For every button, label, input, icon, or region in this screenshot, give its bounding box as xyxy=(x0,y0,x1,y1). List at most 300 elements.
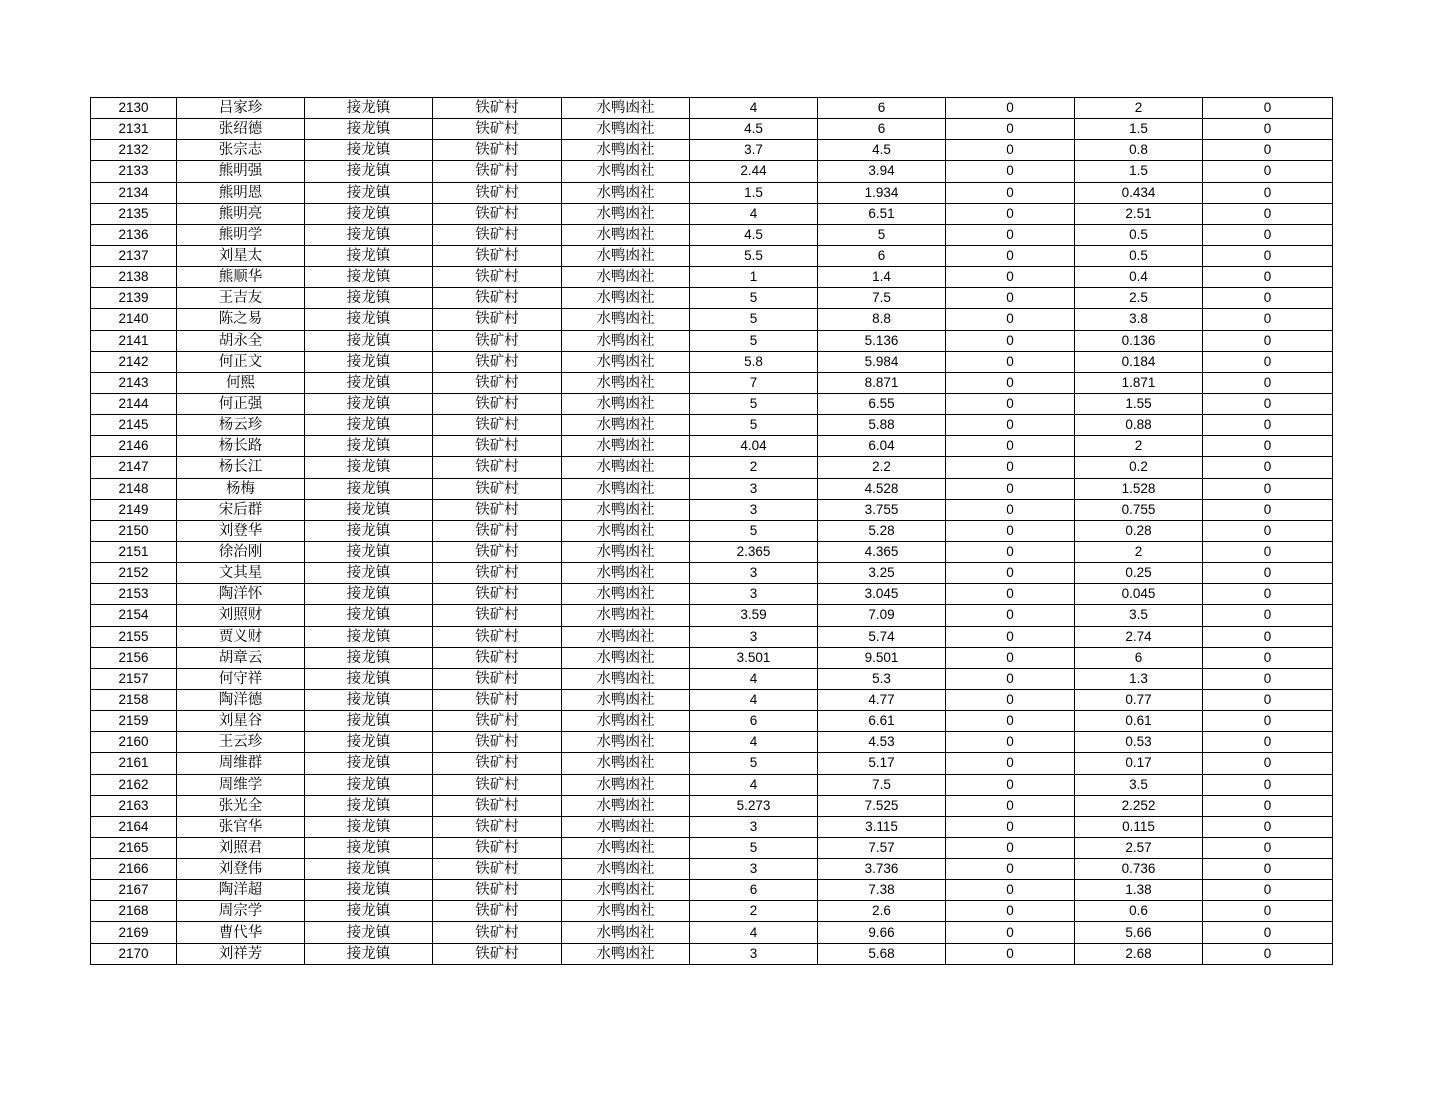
value-e-cell: 0 xyxy=(1203,668,1333,689)
village-cell: 铁矿村 xyxy=(433,880,562,901)
name-cell: 胡章云 xyxy=(177,647,305,668)
group-cell: 水鸭凼社 xyxy=(562,689,690,710)
town-cell: 接龙镇 xyxy=(305,330,433,351)
group-cell: 水鸭凼社 xyxy=(562,943,690,964)
table-row xyxy=(91,478,1333,499)
value-d-cell: 0.045 xyxy=(1075,584,1203,605)
value-c-cell: 0 xyxy=(946,943,1075,964)
value-b-cell: 7.5 xyxy=(818,288,946,309)
value-a-cell: 4.04 xyxy=(690,436,818,457)
village-cell: 铁矿村 xyxy=(433,224,562,245)
town-cell: 接龙镇 xyxy=(305,415,433,436)
table-row xyxy=(91,330,1333,351)
value-b-cell: 5.984 xyxy=(818,351,946,372)
village-cell: 铁矿村 xyxy=(433,245,562,266)
table-row xyxy=(91,119,1333,140)
value-e-cell: 0 xyxy=(1203,795,1333,816)
town-cell: 接龙镇 xyxy=(305,309,433,330)
value-b-cell: 6 xyxy=(818,245,946,266)
group-cell: 水鸭凼社 xyxy=(562,161,690,182)
village-cell: 铁矿村 xyxy=(433,816,562,837)
value-a-cell: 4 xyxy=(690,203,818,224)
value-c-cell: 0 xyxy=(946,711,1075,732)
row-number-cell: 2159 xyxy=(91,711,177,732)
value-b-cell: 6.04 xyxy=(818,436,946,457)
name-cell: 王云珍 xyxy=(177,732,305,753)
value-e-cell: 0 xyxy=(1203,457,1333,478)
value-e-cell: 0 xyxy=(1203,203,1333,224)
value-e-cell: 0 xyxy=(1203,224,1333,245)
name-cell: 胡永全 xyxy=(177,330,305,351)
value-d-cell: 1.38 xyxy=(1075,880,1203,901)
value-e-cell: 0 xyxy=(1203,584,1333,605)
value-e-cell: 0 xyxy=(1203,161,1333,182)
village-cell: 铁矿村 xyxy=(433,922,562,943)
value-a-cell: 2 xyxy=(690,901,818,922)
value-a-cell: 3.59 xyxy=(690,605,818,626)
group-cell: 水鸭凼社 xyxy=(562,182,690,203)
table-row xyxy=(91,267,1333,288)
table-row xyxy=(91,901,1333,922)
row-number-cell: 2138 xyxy=(91,267,177,288)
group-cell: 水鸭凼社 xyxy=(562,288,690,309)
value-a-cell: 3 xyxy=(690,816,818,837)
value-d-cell: 2 xyxy=(1075,541,1203,562)
group-cell: 水鸭凼社 xyxy=(562,224,690,245)
town-cell: 接龙镇 xyxy=(305,880,433,901)
village-cell: 铁矿村 xyxy=(433,795,562,816)
village-cell: 铁矿村 xyxy=(433,393,562,414)
group-cell: 水鸭凼社 xyxy=(562,901,690,922)
value-d-cell: 0.53 xyxy=(1075,732,1203,753)
value-c-cell: 0 xyxy=(946,605,1075,626)
name-cell: 周宗学 xyxy=(177,901,305,922)
value-c-cell: 0 xyxy=(946,541,1075,562)
value-a-cell: 1.5 xyxy=(690,182,818,203)
value-e-cell: 0 xyxy=(1203,922,1333,943)
value-a-cell: 2.44 xyxy=(690,161,818,182)
name-cell: 张绍德 xyxy=(177,119,305,140)
table-row xyxy=(91,436,1333,457)
group-cell: 水鸭凼社 xyxy=(562,795,690,816)
town-cell: 接龙镇 xyxy=(305,668,433,689)
value-d-cell: 0.61 xyxy=(1075,711,1203,732)
row-number-cell: 2136 xyxy=(91,224,177,245)
value-b-cell: 7.525 xyxy=(818,795,946,816)
value-a-cell: 3 xyxy=(690,478,818,499)
row-number-cell: 2130 xyxy=(91,98,177,119)
value-a-cell: 4 xyxy=(690,732,818,753)
table-row xyxy=(91,837,1333,858)
value-d-cell: 0.115 xyxy=(1075,816,1203,837)
value-d-cell: 0.77 xyxy=(1075,689,1203,710)
value-e-cell: 0 xyxy=(1203,605,1333,626)
town-cell: 接龙镇 xyxy=(305,457,433,478)
value-b-cell: 4.53 xyxy=(818,732,946,753)
value-c-cell: 0 xyxy=(946,837,1075,858)
row-number-cell: 2150 xyxy=(91,520,177,541)
value-b-cell: 5.74 xyxy=(818,626,946,647)
value-c-cell: 0 xyxy=(946,668,1075,689)
value-c-cell: 0 xyxy=(946,520,1075,541)
value-a-cell: 5.273 xyxy=(690,795,818,816)
row-number-cell: 2154 xyxy=(91,605,177,626)
value-a-cell: 5 xyxy=(690,753,818,774)
row-number-cell: 2166 xyxy=(91,859,177,880)
value-e-cell: 0 xyxy=(1203,753,1333,774)
village-cell: 铁矿村 xyxy=(433,520,562,541)
name-cell: 刘星谷 xyxy=(177,711,305,732)
name-cell: 王吉友 xyxy=(177,288,305,309)
town-cell: 接龙镇 xyxy=(305,499,433,520)
value-a-cell: 3.7 xyxy=(690,140,818,161)
value-b-cell: 7.57 xyxy=(818,837,946,858)
table-row xyxy=(91,224,1333,245)
town-cell: 接龙镇 xyxy=(305,943,433,964)
table-row xyxy=(91,245,1333,266)
value-e-cell: 0 xyxy=(1203,563,1333,584)
row-number-cell: 2131 xyxy=(91,119,177,140)
group-cell: 水鸭凼社 xyxy=(562,351,690,372)
value-b-cell: 3.755 xyxy=(818,499,946,520)
town-cell: 接龙镇 xyxy=(305,689,433,710)
village-cell: 铁矿村 xyxy=(433,309,562,330)
group-cell: 水鸭凼社 xyxy=(562,415,690,436)
group-cell: 水鸭凼社 xyxy=(562,393,690,414)
row-number-cell: 2133 xyxy=(91,161,177,182)
value-a-cell: 3.501 xyxy=(690,647,818,668)
table-row xyxy=(91,859,1333,880)
value-a-cell: 4 xyxy=(690,668,818,689)
value-a-cell: 4.5 xyxy=(690,224,818,245)
value-e-cell: 0 xyxy=(1203,520,1333,541)
value-c-cell: 0 xyxy=(946,203,1075,224)
name-cell: 周维群 xyxy=(177,753,305,774)
village-cell: 铁矿村 xyxy=(433,351,562,372)
value-e-cell: 0 xyxy=(1203,837,1333,858)
name-cell: 贾义财 xyxy=(177,626,305,647)
town-cell: 接龙镇 xyxy=(305,267,433,288)
value-c-cell: 0 xyxy=(946,859,1075,880)
village-cell: 铁矿村 xyxy=(433,161,562,182)
row-number-cell: 2163 xyxy=(91,795,177,816)
name-cell: 熊明学 xyxy=(177,224,305,245)
value-c-cell: 0 xyxy=(946,140,1075,161)
value-e-cell: 0 xyxy=(1203,309,1333,330)
value-e-cell: 0 xyxy=(1203,140,1333,161)
row-number-cell: 2160 xyxy=(91,732,177,753)
town-cell: 接龙镇 xyxy=(305,837,433,858)
value-e-cell: 0 xyxy=(1203,541,1333,562)
group-cell: 水鸭凼社 xyxy=(562,140,690,161)
value-b-cell: 7.5 xyxy=(818,774,946,795)
town-cell: 接龙镇 xyxy=(305,732,433,753)
town-cell: 接龙镇 xyxy=(305,647,433,668)
value-a-cell: 3 xyxy=(690,499,818,520)
value-e-cell: 0 xyxy=(1203,880,1333,901)
value-b-cell: 3.94 xyxy=(818,161,946,182)
row-number-cell: 2137 xyxy=(91,245,177,266)
name-cell: 文其星 xyxy=(177,563,305,584)
row-number-cell: 2147 xyxy=(91,457,177,478)
table-row xyxy=(91,753,1333,774)
group-cell: 水鸭凼社 xyxy=(562,753,690,774)
value-e-cell: 0 xyxy=(1203,626,1333,647)
row-number-cell: 2162 xyxy=(91,774,177,795)
name-cell: 刘登伟 xyxy=(177,859,305,880)
row-number-cell: 2158 xyxy=(91,689,177,710)
value-c-cell: 0 xyxy=(946,161,1075,182)
name-cell: 熊明恩 xyxy=(177,182,305,203)
village-cell: 铁矿村 xyxy=(433,119,562,140)
value-a-cell: 2.365 xyxy=(690,541,818,562)
group-cell: 水鸭凼社 xyxy=(562,436,690,457)
name-cell: 何守祥 xyxy=(177,668,305,689)
value-d-cell: 1.55 xyxy=(1075,393,1203,414)
value-e-cell: 0 xyxy=(1203,393,1333,414)
row-number-cell: 2145 xyxy=(91,415,177,436)
group-cell: 水鸭凼社 xyxy=(562,267,690,288)
group-cell: 水鸭凼社 xyxy=(562,626,690,647)
group-cell: 水鸭凼社 xyxy=(562,119,690,140)
value-d-cell: 0.6 xyxy=(1075,901,1203,922)
value-d-cell: 2.51 xyxy=(1075,203,1203,224)
value-c-cell: 0 xyxy=(946,119,1075,140)
value-c-cell: 0 xyxy=(946,880,1075,901)
table-row xyxy=(91,605,1333,626)
group-cell: 水鸭凼社 xyxy=(562,520,690,541)
town-cell: 接龙镇 xyxy=(305,288,433,309)
row-number-cell: 2144 xyxy=(91,393,177,414)
town-cell: 接龙镇 xyxy=(305,203,433,224)
name-cell: 杨长路 xyxy=(177,436,305,457)
value-a-cell: 4 xyxy=(690,689,818,710)
name-cell: 陶洋超 xyxy=(177,880,305,901)
value-b-cell: 5.136 xyxy=(818,330,946,351)
value-c-cell: 0 xyxy=(946,245,1075,266)
name-cell: 刘星太 xyxy=(177,245,305,266)
name-cell: 张官华 xyxy=(177,816,305,837)
value-a-cell: 7 xyxy=(690,372,818,393)
row-number-cell: 2132 xyxy=(91,140,177,161)
value-d-cell: 0.434 xyxy=(1075,182,1203,203)
village-cell: 铁矿村 xyxy=(433,288,562,309)
row-number-cell: 2164 xyxy=(91,816,177,837)
town-cell: 接龙镇 xyxy=(305,245,433,266)
group-cell: 水鸭凼社 xyxy=(562,541,690,562)
village-cell: 铁矿村 xyxy=(433,563,562,584)
value-d-cell: 0.136 xyxy=(1075,330,1203,351)
row-number-cell: 2143 xyxy=(91,372,177,393)
value-c-cell: 0 xyxy=(946,330,1075,351)
town-cell: 接龙镇 xyxy=(305,711,433,732)
value-b-cell: 5.88 xyxy=(818,415,946,436)
value-b-cell: 5.68 xyxy=(818,943,946,964)
value-b-cell: 4.5 xyxy=(818,140,946,161)
value-d-cell: 0.5 xyxy=(1075,224,1203,245)
value-d-cell: 2 xyxy=(1075,98,1203,119)
town-cell: 接龙镇 xyxy=(305,224,433,245)
value-e-cell: 0 xyxy=(1203,182,1333,203)
town-cell: 接龙镇 xyxy=(305,922,433,943)
table-row xyxy=(91,563,1333,584)
value-d-cell: 0.28 xyxy=(1075,520,1203,541)
table-row xyxy=(91,520,1333,541)
group-cell: 水鸭凼社 xyxy=(562,203,690,224)
value-a-cell: 6 xyxy=(690,711,818,732)
value-a-cell: 4.5 xyxy=(690,119,818,140)
village-cell: 铁矿村 xyxy=(433,203,562,224)
name-cell: 陈之易 xyxy=(177,309,305,330)
value-a-cell: 5.8 xyxy=(690,351,818,372)
value-a-cell: 3 xyxy=(690,563,818,584)
group-cell: 水鸭凼社 xyxy=(562,859,690,880)
value-c-cell: 0 xyxy=(946,436,1075,457)
town-cell: 接龙镇 xyxy=(305,541,433,562)
value-e-cell: 0 xyxy=(1203,245,1333,266)
village-cell: 铁矿村 xyxy=(433,182,562,203)
town-cell: 接龙镇 xyxy=(305,161,433,182)
value-c-cell: 0 xyxy=(946,478,1075,499)
town-cell: 接龙镇 xyxy=(305,816,433,837)
value-b-cell: 3.045 xyxy=(818,584,946,605)
group-cell: 水鸭凼社 xyxy=(562,563,690,584)
value-c-cell: 0 xyxy=(946,415,1075,436)
value-a-cell: 3 xyxy=(690,584,818,605)
value-c-cell: 0 xyxy=(946,774,1075,795)
village-cell: 铁矿村 xyxy=(433,943,562,964)
table-row xyxy=(91,161,1333,182)
value-d-cell: 1.528 xyxy=(1075,478,1203,499)
data-table xyxy=(90,97,1333,965)
value-d-cell: 2.74 xyxy=(1075,626,1203,647)
value-d-cell: 0.25 xyxy=(1075,563,1203,584)
value-d-cell: 6 xyxy=(1075,647,1203,668)
value-b-cell: 4.77 xyxy=(818,689,946,710)
value-d-cell: 0.4 xyxy=(1075,267,1203,288)
table-row xyxy=(91,711,1333,732)
name-cell: 熊明强 xyxy=(177,161,305,182)
name-cell: 曹代华 xyxy=(177,922,305,943)
value-b-cell: 7.38 xyxy=(818,880,946,901)
value-c-cell: 0 xyxy=(946,351,1075,372)
value-d-cell: 1.871 xyxy=(1075,372,1203,393)
village-cell: 铁矿村 xyxy=(433,626,562,647)
town-cell: 接龙镇 xyxy=(305,626,433,647)
village-cell: 铁矿村 xyxy=(433,415,562,436)
value-d-cell: 0.736 xyxy=(1075,859,1203,880)
value-e-cell: 0 xyxy=(1203,859,1333,880)
row-number-cell: 2134 xyxy=(91,182,177,203)
value-b-cell: 5.17 xyxy=(818,753,946,774)
value-c-cell: 0 xyxy=(946,647,1075,668)
row-number-cell: 2155 xyxy=(91,626,177,647)
row-number-cell: 2139 xyxy=(91,288,177,309)
row-number-cell: 2157 xyxy=(91,668,177,689)
value-e-cell: 0 xyxy=(1203,774,1333,795)
value-c-cell: 0 xyxy=(946,393,1075,414)
value-d-cell: 3.5 xyxy=(1075,774,1203,795)
name-cell: 杨长江 xyxy=(177,457,305,478)
row-number-cell: 2167 xyxy=(91,880,177,901)
group-cell: 水鸭凼社 xyxy=(562,711,690,732)
village-cell: 铁矿村 xyxy=(433,541,562,562)
value-d-cell: 0.88 xyxy=(1075,415,1203,436)
group-cell: 水鸭凼社 xyxy=(562,457,690,478)
name-cell: 刘照君 xyxy=(177,837,305,858)
group-cell: 水鸭凼社 xyxy=(562,880,690,901)
value-e-cell: 0 xyxy=(1203,436,1333,457)
value-a-cell: 5 xyxy=(690,520,818,541)
value-b-cell: 3.736 xyxy=(818,859,946,880)
value-c-cell: 0 xyxy=(946,584,1075,605)
value-e-cell: 0 xyxy=(1203,689,1333,710)
village-cell: 铁矿村 xyxy=(433,457,562,478)
village-cell: 铁矿村 xyxy=(433,753,562,774)
value-c-cell: 0 xyxy=(946,732,1075,753)
group-cell: 水鸭凼社 xyxy=(562,732,690,753)
village-cell: 铁矿村 xyxy=(433,584,562,605)
table-row xyxy=(91,415,1333,436)
value-a-cell: 5 xyxy=(690,288,818,309)
value-e-cell: 0 xyxy=(1203,711,1333,732)
name-cell: 熊明亮 xyxy=(177,203,305,224)
value-a-cell: 5 xyxy=(690,837,818,858)
value-b-cell: 6 xyxy=(818,98,946,119)
town-cell: 接龙镇 xyxy=(305,901,433,922)
village-cell: 铁矿村 xyxy=(433,330,562,351)
value-a-cell: 4 xyxy=(690,774,818,795)
town-cell: 接龙镇 xyxy=(305,436,433,457)
group-cell: 水鸭凼社 xyxy=(562,372,690,393)
village-cell: 铁矿村 xyxy=(433,478,562,499)
name-cell: 刘登华 xyxy=(177,520,305,541)
table-row xyxy=(91,922,1333,943)
value-b-cell: 4.528 xyxy=(818,478,946,499)
value-a-cell: 1 xyxy=(690,267,818,288)
group-cell: 水鸭凼社 xyxy=(562,98,690,119)
value-d-cell: 0.755 xyxy=(1075,499,1203,520)
village-cell: 铁矿村 xyxy=(433,774,562,795)
town-cell: 接龙镇 xyxy=(305,182,433,203)
name-cell: 宋后群 xyxy=(177,499,305,520)
row-number-cell: 2161 xyxy=(91,753,177,774)
value-a-cell: 6 xyxy=(690,880,818,901)
value-b-cell: 8.8 xyxy=(818,309,946,330)
row-number-cell: 2151 xyxy=(91,541,177,562)
town-cell: 接龙镇 xyxy=(305,859,433,880)
group-cell: 水鸭凼社 xyxy=(562,245,690,266)
town-cell: 接龙镇 xyxy=(305,478,433,499)
value-a-cell: 2 xyxy=(690,457,818,478)
group-cell: 水鸭凼社 xyxy=(562,309,690,330)
value-d-cell: 1.5 xyxy=(1075,119,1203,140)
value-d-cell: 3.5 xyxy=(1075,605,1203,626)
village-cell: 铁矿村 xyxy=(433,732,562,753)
value-d-cell: 2 xyxy=(1075,436,1203,457)
value-b-cell: 4.365 xyxy=(818,541,946,562)
group-cell: 水鸭凼社 xyxy=(562,774,690,795)
row-number-cell: 2169 xyxy=(91,922,177,943)
value-e-cell: 0 xyxy=(1203,816,1333,837)
group-cell: 水鸭凼社 xyxy=(562,922,690,943)
name-cell: 刘祥芳 xyxy=(177,943,305,964)
town-cell: 接龙镇 xyxy=(305,393,433,414)
village-cell: 铁矿村 xyxy=(433,267,562,288)
value-a-cell: 5.5 xyxy=(690,245,818,266)
name-cell: 周维学 xyxy=(177,774,305,795)
town-cell: 接龙镇 xyxy=(305,795,433,816)
